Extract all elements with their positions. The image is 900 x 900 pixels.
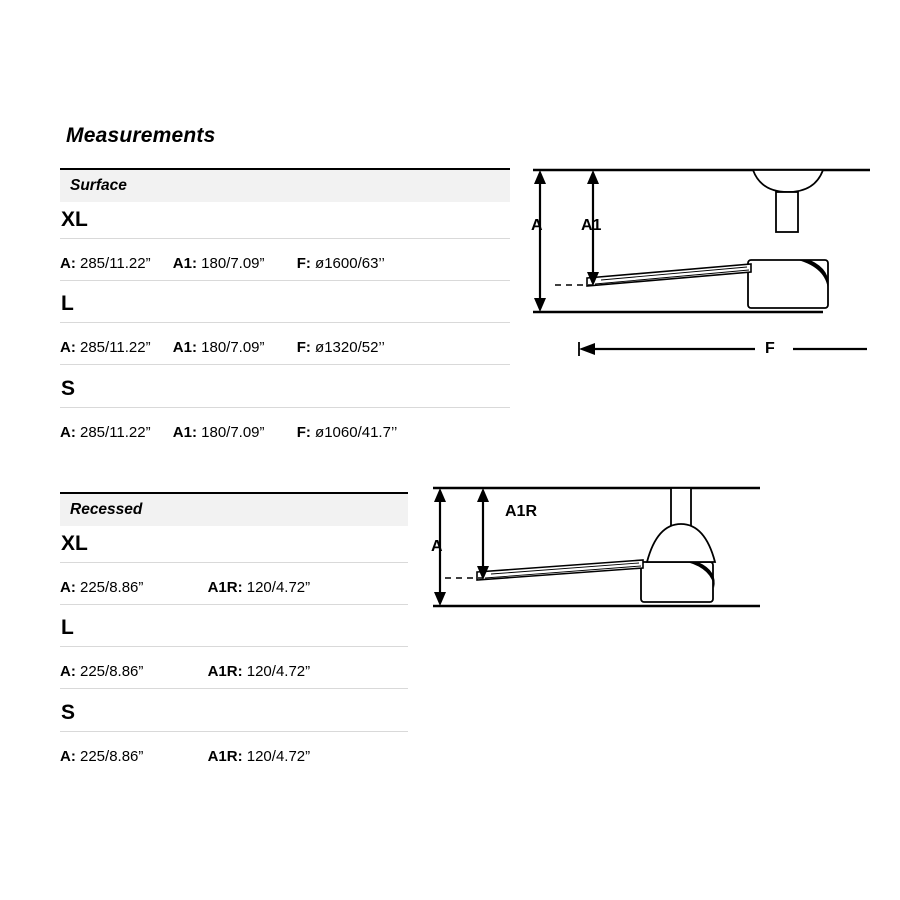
spec-a-label: A: xyxy=(60,424,76,441)
spec-a1r-label: A1R: xyxy=(207,579,243,596)
spec-a1-label: A1: xyxy=(172,255,197,272)
spec-a xyxy=(60,659,143,688)
section-header-surface: Surface xyxy=(60,168,510,202)
spec-a-label: A: xyxy=(60,663,76,680)
diagram-label-a: A xyxy=(431,538,443,555)
spec-f xyxy=(297,251,385,280)
spec-f-label: F: xyxy=(296,424,311,441)
spec-a-value: 285/11.22” xyxy=(80,255,151,272)
spec-a1-value: 180/7.09” xyxy=(201,255,265,272)
spec-a1r-value: 120/4.72” xyxy=(246,579,311,596)
spec-a1r-value: 120/4.72” xyxy=(246,663,311,680)
spec-a-label: A: xyxy=(60,748,76,765)
spec-a-value: 285/11.22” xyxy=(80,339,151,356)
spec-a1 xyxy=(173,251,265,280)
spec-a-label: A: xyxy=(60,255,76,272)
table-row xyxy=(60,530,408,563)
size-label-l: L xyxy=(61,616,74,639)
table-row xyxy=(60,290,510,323)
table-row xyxy=(60,744,408,773)
table-row xyxy=(60,251,510,281)
spec-a1r-value: 120/4.72” xyxy=(246,748,311,765)
spec-f-value: ø1600/63’’ xyxy=(315,255,385,272)
diagram-label-a1: A1 xyxy=(581,217,602,234)
diagram-label-f: F xyxy=(765,340,775,357)
spec-a1r xyxy=(208,575,311,604)
spec-a-value: 225/8.86” xyxy=(80,748,144,765)
size-label-xl: XL xyxy=(61,208,88,231)
table-row xyxy=(60,375,510,408)
spec-a1 xyxy=(173,335,265,364)
spec-a xyxy=(60,251,151,280)
surface-mount-fan-dimension-diagram xyxy=(515,160,875,375)
diagram-label-a1r: A1R xyxy=(505,503,538,520)
table-row xyxy=(60,659,408,689)
table-row xyxy=(60,575,408,605)
spec-a-label: A: xyxy=(60,339,76,356)
spec-f-value: ø1060/41.7’’ xyxy=(315,424,398,441)
spec-a xyxy=(60,335,151,364)
spec-a-label: A: xyxy=(60,579,76,596)
size-label-s: S xyxy=(61,377,76,400)
spec-a1-label: A1: xyxy=(172,339,197,356)
spec-a xyxy=(60,575,143,604)
diagram-label-a: A xyxy=(531,217,543,234)
spec-f-label: F: xyxy=(296,255,311,272)
recessed-diagram-svg xyxy=(415,478,775,633)
table-row xyxy=(60,335,510,365)
spec-f-value: ø1320/52’’ xyxy=(315,339,385,356)
table-row xyxy=(60,206,510,239)
spec-a1-value: 180/7.09” xyxy=(201,339,265,356)
table-row xyxy=(60,420,510,449)
spec-a xyxy=(60,744,143,773)
table-row xyxy=(60,614,408,647)
spec-a1 xyxy=(173,420,265,449)
spec-a-value: 285/11.22” xyxy=(80,424,151,441)
size-label-s: S xyxy=(61,701,76,724)
spec-a1r xyxy=(208,659,311,688)
spec-a1-value: 180/7.09” xyxy=(201,424,265,441)
spec-a xyxy=(60,420,151,449)
spec-f xyxy=(297,335,385,364)
page-title: Measurements xyxy=(66,124,216,147)
size-label-xl: XL xyxy=(61,532,88,555)
spec-a-value: 225/8.86” xyxy=(80,579,144,596)
spec-f xyxy=(297,420,398,449)
spec-a1-label: A1: xyxy=(172,424,197,441)
spec-a1r-label: A1R: xyxy=(207,748,243,765)
recessed-mount-fan-dimension-diagram xyxy=(415,478,775,633)
spec-f-label: F: xyxy=(296,339,311,356)
section-header-recessed: Recessed xyxy=(60,492,408,526)
spec-a1r-label: A1R: xyxy=(207,663,243,680)
surface-diagram-svg xyxy=(515,160,875,375)
spec-a-value: 225/8.86” xyxy=(80,663,144,680)
size-label-l: L xyxy=(61,292,74,315)
spec-a1r xyxy=(208,744,311,773)
table-row xyxy=(60,699,408,732)
